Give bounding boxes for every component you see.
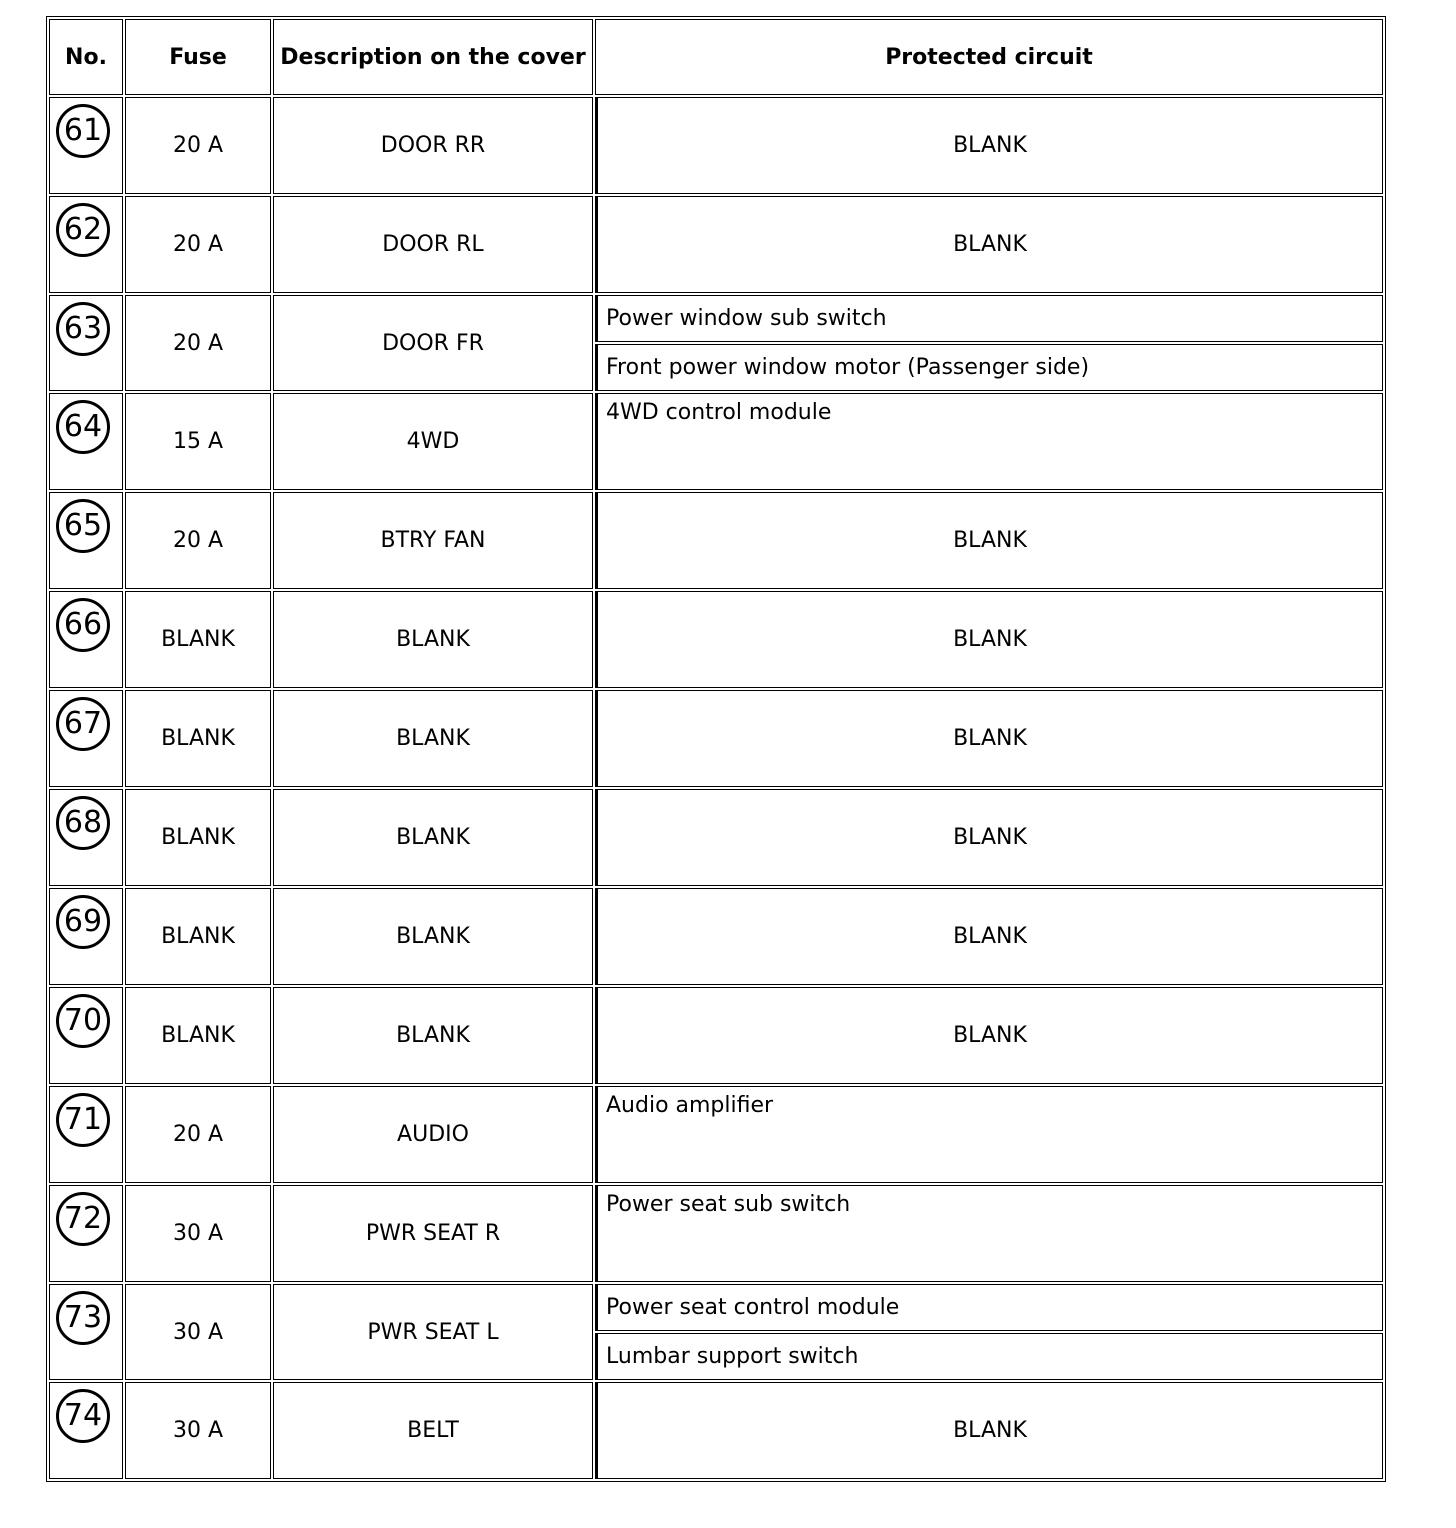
table-row: [49, 492, 1383, 587]
description-cell: BLANK: [273, 888, 593, 985]
fuse-number-cell: [49, 888, 123, 985]
header-fuse: Fuse: [125, 19, 271, 95]
circuit-cell: BLANK: [595, 690, 1383, 787]
description-cell: BLANK: [273, 987, 593, 1084]
circled-number: 62: [56, 203, 110, 257]
fuse-rating-cell: BLANK: [125, 789, 271, 886]
fuse-rating-cell: 20 A: [125, 492, 271, 589]
circuit-cell: BLANK: [595, 97, 1383, 194]
header-no: No.: [49, 19, 123, 95]
table-row: [49, 1382, 1383, 1477]
description-cell: 4WD: [273, 393, 593, 490]
header-description: Description on the cover: [273, 19, 593, 95]
circuit-cell: Front power window motor (Passenger side): [595, 344, 1383, 391]
circled-number: 67: [56, 697, 110, 751]
table-row: [49, 97, 1383, 192]
circuit-cell: BLANK: [595, 1382, 1383, 1479]
description-cell: DOOR FR: [273, 295, 593, 391]
fuse-rating-cell: 30 A: [125, 1185, 271, 1282]
fuse-rating-cell: 30 A: [125, 1284, 271, 1380]
circuit-cell: BLANK: [595, 789, 1383, 886]
description-cell: PWR SEAT R: [273, 1185, 593, 1282]
table-body: [49, 97, 1383, 1479]
table-row: [49, 1185, 1383, 1280]
circled-number: 68: [56, 796, 110, 850]
fuse-number-cell: [49, 196, 123, 293]
description-cell: BLANK: [273, 690, 593, 787]
fuse-number-cell: [49, 1185, 123, 1282]
description-cell: BLANK: [273, 789, 593, 886]
fuse-number-cell: [49, 492, 123, 589]
fuse-rating-cell: BLANK: [125, 690, 271, 787]
fuse-number-cell: [49, 591, 123, 688]
circled-number: 70: [56, 994, 110, 1048]
fuse-number-cell: [49, 690, 123, 787]
fuse-number-cell: [49, 1086, 123, 1183]
circuit-cell: BLANK: [595, 888, 1383, 985]
circuit-cell: Lumbar support switch: [595, 1333, 1383, 1380]
table-row: [49, 1284, 1383, 1331]
description-cell: BLANK: [273, 591, 593, 688]
fuse-rating-cell: BLANK: [125, 987, 271, 1084]
circuit-cell: Power seat sub switch: [595, 1185, 1383, 1282]
circled-number: 72: [56, 1192, 110, 1246]
fuse-rating-cell: 20 A: [125, 295, 271, 391]
fuse-number-cell: [49, 1382, 123, 1479]
table-row: [49, 789, 1383, 884]
circled-number: 69: [56, 895, 110, 949]
fuse-rating-cell: 20 A: [125, 1086, 271, 1183]
circuit-cell: BLANK: [595, 987, 1383, 1084]
fuse-number-cell: [49, 97, 123, 194]
circuit-cell: Audio amplifier: [595, 1086, 1383, 1183]
header-row: [49, 19, 1383, 95]
description-cell: AUDIO: [273, 1086, 593, 1183]
fuse-number-cell: [49, 789, 123, 886]
table-row: [49, 987, 1383, 1082]
circled-number: 73: [56, 1291, 110, 1345]
table-row: [49, 196, 1383, 291]
circled-number: 64: [56, 400, 110, 454]
description-cell: BELT: [273, 1382, 593, 1479]
circled-number: 63: [56, 302, 110, 356]
circled-number: 61: [56, 104, 110, 158]
circuit-cell: Power seat control module: [595, 1284, 1383, 1331]
circuit-cell: BLANK: [595, 196, 1383, 293]
circuit-cell: BLANK: [595, 591, 1383, 688]
circled-number: 65: [56, 499, 110, 553]
description-cell: PWR SEAT L: [273, 1284, 593, 1380]
circuit-cell: Power window sub switch: [595, 295, 1383, 342]
table-row: [49, 591, 1383, 686]
description-cell: DOOR RR: [273, 97, 593, 194]
fuse-rating-cell: 30 A: [125, 1382, 271, 1479]
circled-number: 66: [56, 598, 110, 652]
fuse-rating-cell: BLANK: [125, 888, 271, 985]
table-row: [49, 1086, 1383, 1181]
circled-number: 74: [56, 1389, 110, 1443]
fuse-rating-cell: 20 A: [125, 97, 271, 194]
description-cell: BTRY FAN: [273, 492, 593, 589]
fuse-number-cell: [49, 393, 123, 490]
fuse-number-cell: [49, 295, 123, 391]
fuse-number-cell: [49, 987, 123, 1084]
description-cell: DOOR RL: [273, 196, 593, 293]
fuse-table: [46, 16, 1386, 1482]
table-row: [49, 690, 1383, 785]
fuse-rating-cell: 15 A: [125, 393, 271, 490]
circuit-cell: BLANK: [595, 492, 1383, 589]
fuse-rating-cell: 20 A: [125, 196, 271, 293]
circled-number: 71: [56, 1093, 110, 1147]
fuse-rating-cell: BLANK: [125, 591, 271, 688]
circuit-cell: 4WD control module: [595, 393, 1383, 490]
table-row: [49, 295, 1383, 342]
fuse-number-cell: [49, 1284, 123, 1380]
table-row: [49, 393, 1383, 488]
header-circuit: Protected circuit: [595, 19, 1383, 95]
table-row: [49, 888, 1383, 983]
